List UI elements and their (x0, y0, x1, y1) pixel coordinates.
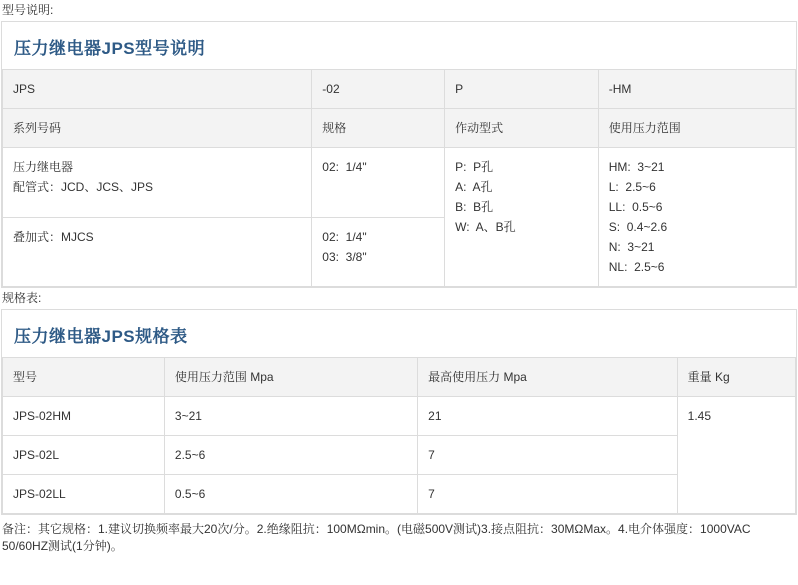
model-label-cell-2: 规格 (312, 109, 445, 148)
footnote-line-1: 备注：其它规格：1.建议切换频率最大20次/分。2.绝缘阻抗：100MΩmin。(电磁500V测试)3.接点阻抗：30MΩMax。4.电介体强度：1000VAC (2, 522, 751, 536)
spec-cell-range: 0.5~6 (164, 475, 417, 514)
series-line-1: 压力继电器 (13, 160, 74, 174)
model-label-cell-4: 使用压力范围 (598, 109, 795, 148)
model-panel-title: 压力继电器JPS型号说明 (14, 39, 206, 58)
size-cell-stack (312, 217, 445, 287)
spec-cell-model: JPS-02LL (3, 475, 165, 514)
spec-panel-title: 压力继电器JPS规格表 (14, 327, 188, 346)
spec-table (2, 357, 796, 514)
spec-cell-max: 7 (418, 475, 677, 514)
actuation-type-cell (445, 148, 599, 287)
spec-header-model: 型号 (3, 358, 165, 397)
table-row (3, 397, 796, 436)
footnote-line-2: 50/60HZ测试(1分钟)。 (2, 539, 123, 553)
model-number-panel (1, 21, 797, 288)
actuation-line-2: A: A孔 (455, 180, 493, 194)
model-code-cell-1: JPS (3, 70, 312, 109)
spec-header-max: 最高使用压力 Mpa (418, 358, 677, 397)
size-pipe-line-1: 02: 1/4" (322, 160, 367, 174)
size-cell-pipe (312, 148, 445, 218)
table-row (3, 436, 796, 475)
pressure-line-2: L: 2.5~6 (608, 180, 656, 194)
table-row (3, 475, 796, 514)
stack-line-1: 叠加式：MJCS (13, 229, 94, 244)
pressure-line-1: HM: 3~21 (608, 160, 665, 174)
actuation-line-4: W: A、B孔 (455, 220, 516, 234)
spec-cell-model: JPS-02HM (3, 397, 165, 436)
actuation-line-3: B: B孔 (455, 200, 494, 214)
spec-panel (1, 309, 797, 515)
pressure-line-6: NL: 2.5~6 (608, 260, 665, 274)
size-stack-line-2: 03: 3/8" (322, 249, 367, 264)
model-number-table (2, 69, 796, 287)
spec-cell-max: 7 (418, 436, 677, 475)
model-label-cell-3: 作动型式 (445, 109, 599, 148)
pressure-line-4: S: 0.4~2.6 (608, 220, 668, 234)
series-line-2: 配管式：JCD、JCS、JPS (13, 180, 154, 194)
spec-header-weight: 重量 Kg (677, 358, 795, 397)
spec-cell-model: JPS-02L (3, 436, 165, 475)
actuation-line-1: P: P孔 (455, 160, 494, 174)
table-row (3, 70, 796, 109)
model-section-caption: 型号说明: (2, 3, 54, 17)
spec-cell-weight: 1.45 (677, 397, 795, 514)
spec-cell-max: 21 (418, 397, 677, 436)
pressure-range-cell (598, 148, 795, 287)
size-stack-line-1: 02: 1/4" (322, 229, 367, 244)
model-code-cell-4: -HM (598, 70, 795, 109)
model-code-cell-3: P (445, 70, 599, 109)
spec-cell-range: 2.5~6 (164, 436, 417, 475)
table-row (3, 148, 796, 218)
table-row (3, 109, 796, 148)
pressure-line-5: N: 3~21 (608, 240, 655, 254)
footnote (0, 515, 798, 557)
stack-description-cell (3, 217, 312, 287)
table-header-row (3, 358, 796, 397)
model-label-cell-1: 系列号码 (3, 109, 312, 148)
pressure-line-3: LL: 0.5~6 (608, 200, 663, 214)
model-code-cell-2: -02 (312, 70, 445, 109)
spec-header-range: 使用压力范围 Mpa (164, 358, 417, 397)
spec-section-caption: 规格表: (2, 291, 42, 305)
spec-cell-range: 3~21 (164, 397, 417, 436)
series-description-cell (3, 148, 312, 218)
